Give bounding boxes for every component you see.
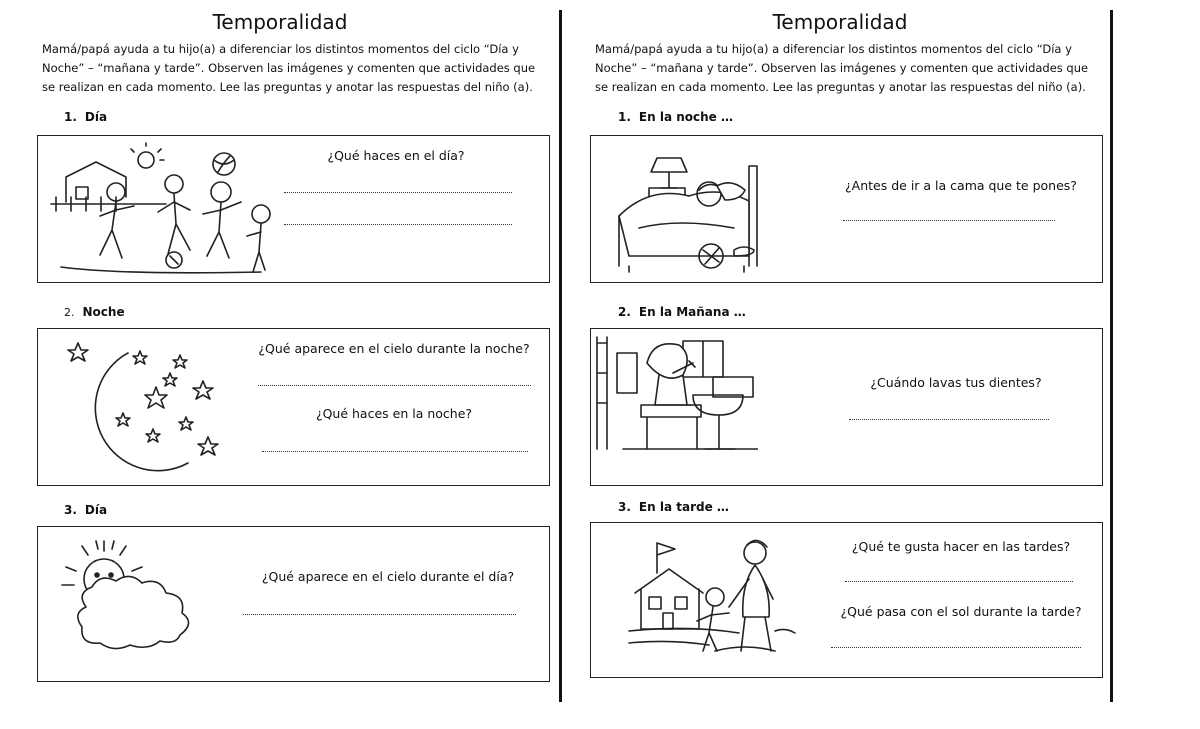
question-box-1 [37, 135, 550, 283]
question-3a: ¿Qué te gusta hacer en las tardes? [851, 539, 1071, 554]
question-2b: ¿Qué haces en la noche? [315, 406, 473, 421]
question-3: ¿Qué aparece en el cielo durante el día? [261, 569, 515, 584]
answer-line[interactable] [262, 451, 528, 452]
worksheet-right [560, 0, 1120, 729]
question-2: ¿Cuándo lavas tus dientes? [870, 375, 1042, 390]
answer-line[interactable] [843, 220, 1055, 221]
moon-stars-icon [58, 335, 258, 477]
question-box-2 [37, 328, 550, 486]
instructions: Mamá/papá ayuda a tu hijo(a) a diferenciar los distintos momentos del ciclo “Día y Noche” – “mañana y tarde”. Observen las imágenes y comenten que actividades que se realizan en cada momento. Lee las preguntas y anotar las respuestas del niño (a). [595, 42, 1089, 94]
question-2a: ¿Qué aparece en el cielo durante la noche? [258, 341, 530, 356]
page-title: Temporalidad [772, 10, 908, 34]
question-3b: ¿Qué pasa con el sol durante la tarde? [840, 604, 1082, 619]
mother-child-house-icon [625, 531, 805, 659]
worksheet-left [0, 0, 560, 729]
section-label-3: 3. En la tarde … [618, 500, 729, 514]
answer-line[interactable] [284, 224, 512, 225]
section-label-1: 1. Día [64, 110, 108, 124]
question-box-1 [590, 135, 1103, 283]
child-in-bed-icon [599, 146, 779, 274]
child-brushing-teeth-icon [593, 333, 758, 453]
children-playing-icon [46, 142, 276, 277]
section-label-3: 3. Día [64, 503, 108, 517]
answer-line[interactable] [284, 192, 512, 193]
answer-line[interactable] [831, 647, 1081, 648]
answer-line[interactable] [845, 581, 1073, 582]
question-box-3 [37, 526, 550, 682]
sun-cloud-icon [56, 537, 206, 657]
question-box-3 [590, 522, 1103, 678]
page-title: Temporalidad [212, 10, 348, 34]
section-label-1: 1. En la noche … [618, 110, 733, 124]
question-1: ¿Qué haces en el día? [327, 148, 465, 163]
answer-line[interactable] [849, 419, 1049, 420]
question-box-2 [590, 328, 1103, 486]
section-label-2: 2. En la Mañana … [618, 305, 746, 319]
question-1: ¿Antes de ir a la cama que te pones? [845, 178, 1077, 193]
instructions: Mamá/papá ayuda a tu hijo(a) a diferenciar los distintos momentos del ciclo “Día y Noche” – “mañana y tarde”. Observen las imágenes y comenten que actividades que se realizan en cada momento. Lee las preguntas y anotar las respuestas del niño (a). [42, 42, 536, 94]
answer-line[interactable] [243, 614, 516, 615]
section-label-2: 2. Noche [64, 305, 125, 319]
answer-line[interactable] [258, 385, 531, 386]
